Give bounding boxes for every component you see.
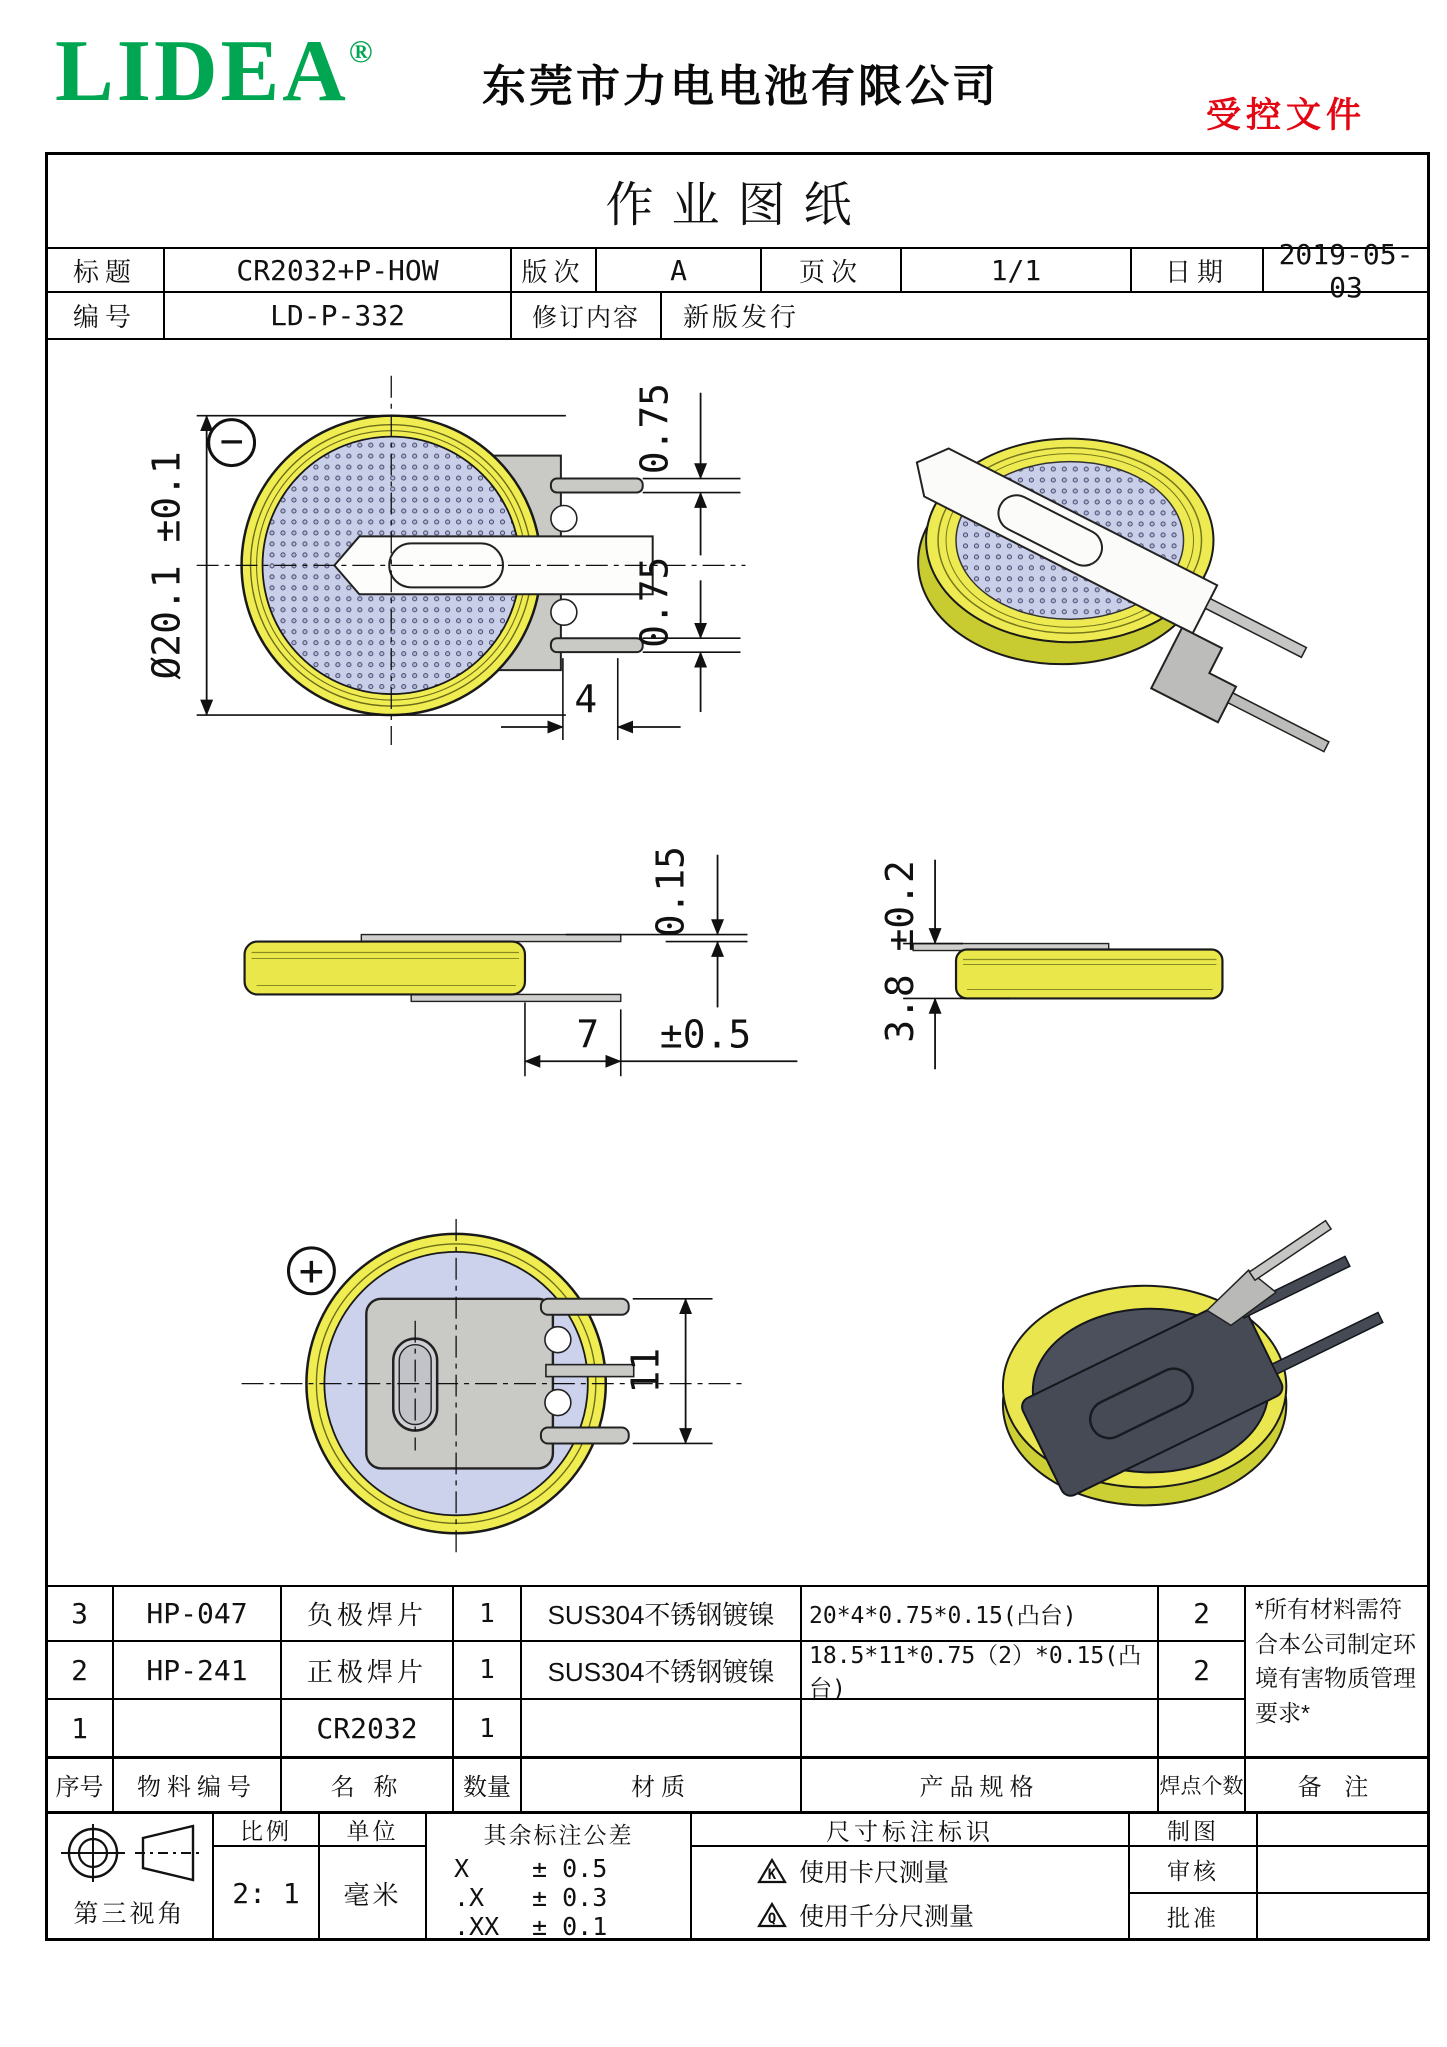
bom-row-material: SUS304不锈钢镀镍 <box>520 1640 802 1700</box>
dim-tab-thickness: 0.15 <box>648 845 693 937</box>
revision-content-value: 新版发行 <box>660 291 1430 340</box>
bom-row-no: 2 <box>45 1640 114 1700</box>
drawing-area <box>45 338 1430 1587</box>
view-side-positive <box>878 859 1222 1069</box>
date-value: 2019-05-03 <box>1262 248 1430 293</box>
bom-header-spec: 产品规格 <box>800 1757 1159 1812</box>
view-3d-positive <box>1002 1217 1391 1505</box>
bom-header-partno: 物料编号 <box>112 1757 282 1812</box>
dim-mark-text: 使用千分尺测量 <box>799 1902 975 1931</box>
draft-value <box>1256 1812 1430 1847</box>
view-3d-negative <box>873 438 1368 771</box>
bom-row-solder-points: 2 <box>1157 1640 1246 1700</box>
approve-value <box>1256 1892 1430 1941</box>
dim-mark-row <box>757 1853 949 1889</box>
dim-prong-bottom: 0.75 <box>632 556 677 648</box>
view-front-negative <box>144 375 745 744</box>
bom-row-spec <box>800 1698 1159 1759</box>
tolerance-digits: X <box>454 1854 470 1883</box>
draft-label: 制图 <box>1128 1812 1258 1847</box>
bom-row-material: SUS304不锈钢镀镍 <box>520 1585 802 1642</box>
bom-row-solder-points: 2 <box>1157 1585 1246 1642</box>
tolerance-value: ± 0.5 <box>532 1854 608 1883</box>
bom-header-remark: 备 注 <box>1244 1757 1430 1812</box>
scale-label: 比例 <box>212 1812 320 1847</box>
title-label: 标题 <box>45 248 165 293</box>
review-label: 审核 <box>1128 1845 1258 1894</box>
dim-protrusion: 7 <box>575 1011 599 1056</box>
controlled-document-stamp: 受控文件 <box>1206 96 1367 135</box>
revision-value: A <box>595 248 762 293</box>
bom-row-qty: 1 <box>452 1640 522 1700</box>
view-side-negative <box>244 846 797 1076</box>
registered-trademark-icon: ® <box>348 33 376 69</box>
revision-label: 版次 <box>510 248 597 293</box>
technical-drawing <box>47 340 1429 1586</box>
company-name: 东莞市力电电池有限公司 <box>482 62 999 111</box>
dim-prong-top: 0.75 <box>632 382 677 474</box>
dim-mark-cell <box>690 1845 1130 1941</box>
bom-row-spec: 20*4*0.75*0.15(凸台) <box>800 1585 1159 1642</box>
scale-value: 2: 1 <box>212 1845 320 1941</box>
tolerance-row <box>426 1854 691 1883</box>
bom-row-qty: 1 <box>452 1698 522 1759</box>
unit-label: 单位 <box>318 1812 427 1847</box>
bom-row-name: 正极焊片 <box>280 1640 454 1700</box>
review-value <box>1256 1845 1430 1894</box>
tolerance-digits: .XX <box>454 1912 500 1941</box>
bom-row-qty: 1 <box>452 1585 522 1642</box>
tolerance-digits: .X <box>454 1883 485 1912</box>
third-angle-projection-icon <box>55 1823 205 1885</box>
bom-row-name: 负极焊片 <box>280 1585 454 1642</box>
bom-header-qty: 数量 <box>452 1757 522 1812</box>
sheet-title: 作业图纸 <box>605 178 870 232</box>
bom-row-spec: 18.5*11*0.75（2）*0.15(凸台) <box>800 1640 1159 1700</box>
dim-tab-width: 11 <box>623 1347 668 1393</box>
dim-mark-text: 使用卡尺测量 <box>799 1859 950 1888</box>
unit-value: 毫米 <box>318 1845 427 1941</box>
bom-row-partno <box>112 1698 282 1759</box>
date-label: 日期 <box>1130 248 1264 293</box>
dim-mark-symbol: Q <box>767 1910 777 1927</box>
projection-cell <box>45 1812 214 1941</box>
tolerance-label: 其余标注公差 <box>483 1822 634 1848</box>
approve-label: 批准 <box>1128 1892 1258 1941</box>
bom-header-name: 名 称 <box>280 1757 454 1812</box>
bom-row-partno: HP-241 <box>112 1640 282 1700</box>
caliper-triangle-icon <box>757 1858 787 1884</box>
tolerance-row <box>426 1883 691 1912</box>
positive-polarity-symbol: + <box>298 1245 324 1295</box>
page-label: 页次 <box>760 248 902 293</box>
bom-header-solder-points: 焊点个数 <box>1157 1757 1246 1812</box>
dim-protrusion-tol: ±0.5 <box>659 1011 751 1056</box>
bom-row-material <box>520 1698 802 1759</box>
code-label: 编号 <box>45 291 165 340</box>
negative-polarity-symbol: − <box>219 418 244 465</box>
micrometer-triangle-icon <box>757 1902 787 1928</box>
dim-diameter: Ø20.1 ±0.1 <box>144 450 189 679</box>
bom-material-note: *所有材料需符合本公司制定环境有害物质管理要求* <box>1244 1585 1430 1759</box>
projection-label: 第三视角 <box>73 1900 186 1929</box>
revision-content-label: 修订内容 <box>510 291 662 340</box>
title-value: CR2032+P-HOW <box>163 248 512 293</box>
dim-mark-symbol: K <box>767 1867 777 1884</box>
bom-header-no: 序号 <box>45 1757 114 1812</box>
dim-mark-row <box>757 1897 974 1933</box>
tolerance-cell <box>425 1812 692 1941</box>
tolerance-value: ± 0.1 <box>532 1912 608 1941</box>
dim-battery-height: 3.8 ±0.2 <box>877 859 922 1043</box>
tolerance-row <box>426 1912 691 1941</box>
dim-mark-label: 尺寸标注标识 <box>690 1812 1130 1847</box>
bom-row-name: CR2032 <box>280 1698 454 1759</box>
bom-row-no: 1 <box>45 1698 114 1759</box>
bom-row-no: 3 <box>45 1585 114 1642</box>
dim-prong-spacing: 4 <box>573 676 597 721</box>
company-logo: LIDEA® <box>55 23 376 120</box>
bom-header-material: 材质 <box>520 1757 802 1812</box>
bom-row-partno: HP-047 <box>112 1585 282 1642</box>
page-value: 1/1 <box>900 248 1132 293</box>
code-value: LD-P-332 <box>163 291 512 340</box>
tolerance-value: ± 0.3 <box>532 1883 608 1912</box>
bom-row-solder-points <box>1157 1698 1246 1759</box>
view-front-positive <box>241 1218 745 1552</box>
